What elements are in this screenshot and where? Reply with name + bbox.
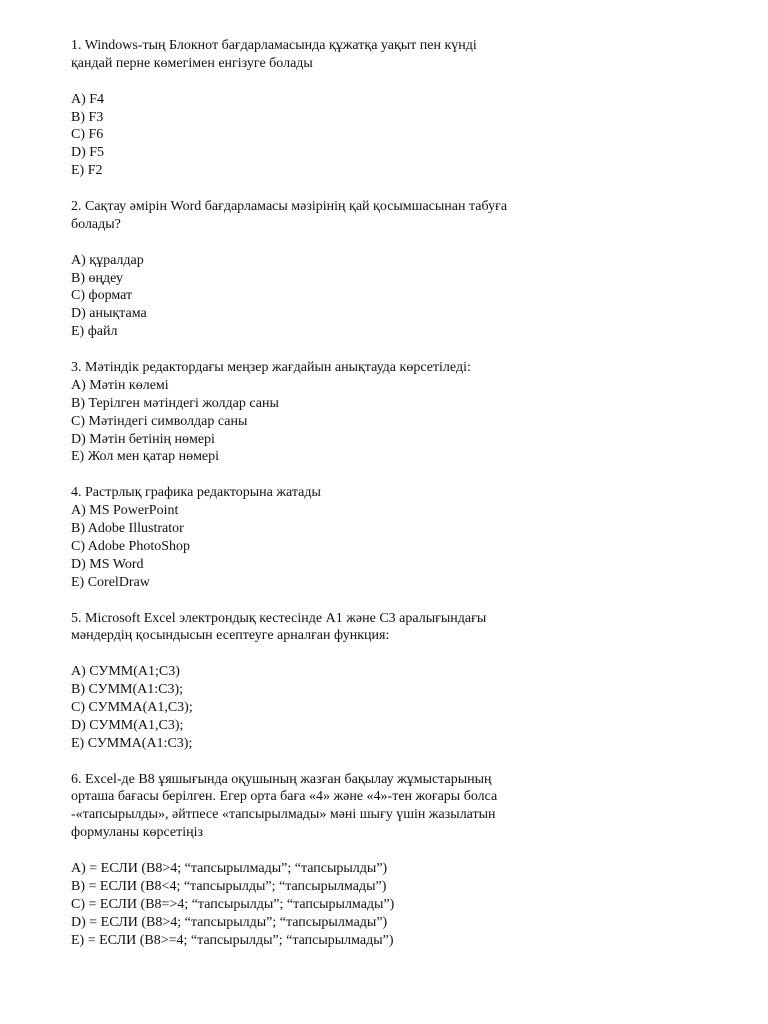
answer-option: A) MS PowerPoint xyxy=(71,503,179,519)
blank-line xyxy=(71,466,691,484)
answer-option: A) F4 xyxy=(71,91,105,107)
answer-option: C) F6 xyxy=(71,127,104,143)
blank-line xyxy=(71,73,691,91)
question-text: 4. Растрлық графика редакторына жатады xyxy=(71,485,321,501)
answer-option: B) = ЕСЛИ (B8<4; “тапсырылды”; “тапсырылмады”) xyxy=(71,878,387,894)
blank-line xyxy=(71,341,691,359)
question-text: формуланы көрсетіңіз xyxy=(71,825,204,841)
answer-option: C) = ЕСЛИ (B8=>4; “тапсырылды”; “тапсырылмады”) xyxy=(71,896,395,912)
blank-line xyxy=(71,842,691,860)
answer-option: E) = ЕСЛИ (B8>=4; “тапсырылды”; “тапсырылмады”) xyxy=(71,932,394,948)
answer-option: A) СУММ(A1;C3) xyxy=(71,664,180,680)
answer-option: D) анықтама xyxy=(71,306,147,322)
question-text: 3. Мәтіндік редактордағы меңзер жағдайын анықтауда көрсетіледі: xyxy=(71,360,471,376)
answer-option: C) формат xyxy=(71,288,133,304)
question-text: болады? xyxy=(71,216,121,232)
answer-option: D) F5 xyxy=(71,145,105,161)
answer-option: A) Мәтін көлемі xyxy=(71,377,169,393)
answer-option: E) СУММА(A1:C3); xyxy=(71,735,193,751)
question-2 xyxy=(71,198,691,341)
blank-line xyxy=(71,234,691,252)
document-page xyxy=(71,37,691,949)
answer-option: B) Adobe Illustrator xyxy=(71,521,184,537)
question-text: орташа бағасы берілген. Егер орта баға «4» және «4»-тен жоғары болса xyxy=(71,789,498,805)
answer-option: D) СУММ(A1,C3); xyxy=(71,717,184,733)
answer-option: B) өңдеу xyxy=(71,270,123,286)
question-4 xyxy=(71,484,691,591)
question-text: 2. Сақтау әмірін Word бағдарламасы мәзірінің қай қосымшасынан табуға xyxy=(71,199,508,215)
answer-option: B) F3 xyxy=(71,109,104,125)
blank-line xyxy=(71,180,691,198)
answer-option: D) MS Word xyxy=(71,556,144,572)
answer-option: C) Мәтіндегі символдар саны xyxy=(71,413,248,429)
answer-option: E) Жол мен қатар нөмері xyxy=(71,449,220,465)
question-text: 6. Excel-де B8 ұяшығында оқушының жазған бақылау жұмыстарының xyxy=(71,771,492,787)
answer-option: B) СУММ(A1:C3); xyxy=(71,682,184,698)
answer-option: A) құралдар xyxy=(71,252,144,268)
question-text: -«тапсырылды», әйтпесе «тапсырылмады» мәні шығу үшін жазылатын xyxy=(71,807,496,823)
answer-option: C) Adobe PhotoShop xyxy=(71,538,191,554)
answer-option: B) Терілген мәтіндегі жолдар саны xyxy=(71,395,279,411)
answer-option: E) файл xyxy=(71,324,118,340)
question-text: 1. Windows-тың Блокнот бағдарламасында құжатқа уақыт пен күнді xyxy=(71,38,477,53)
question-5 xyxy=(71,610,691,753)
answer-option: C) СУММА(A1,C3); xyxy=(71,699,193,715)
answer-option: D) = ЕСЛИ (B8>4; “тапсырылды”; “тапсырылмады”) xyxy=(71,914,388,930)
answer-option: E) CorelDraw xyxy=(71,574,150,590)
blank-line xyxy=(71,645,691,663)
blank-line xyxy=(71,592,691,610)
question-text: мәндердің қосындысын есептеуге арналған функция: xyxy=(71,628,390,644)
answer-option: A) = ЕСЛИ (B8>4; “тапсырылмады”; “тапсырылды”) xyxy=(71,860,388,876)
answer-option: D) Мәтін бетінің нөмері xyxy=(71,431,215,447)
question-1 xyxy=(71,37,691,180)
answer-option: E) F2 xyxy=(71,163,103,179)
blank-line xyxy=(71,753,691,771)
question-text: 5. Microsoft Excel электрондық кестесінде A1 және C3 аралығындағы xyxy=(71,610,487,626)
question-text: қандай перне көмегімен енгізуге болады xyxy=(71,55,313,71)
question-3 xyxy=(71,359,691,466)
question-6 xyxy=(71,771,691,950)
